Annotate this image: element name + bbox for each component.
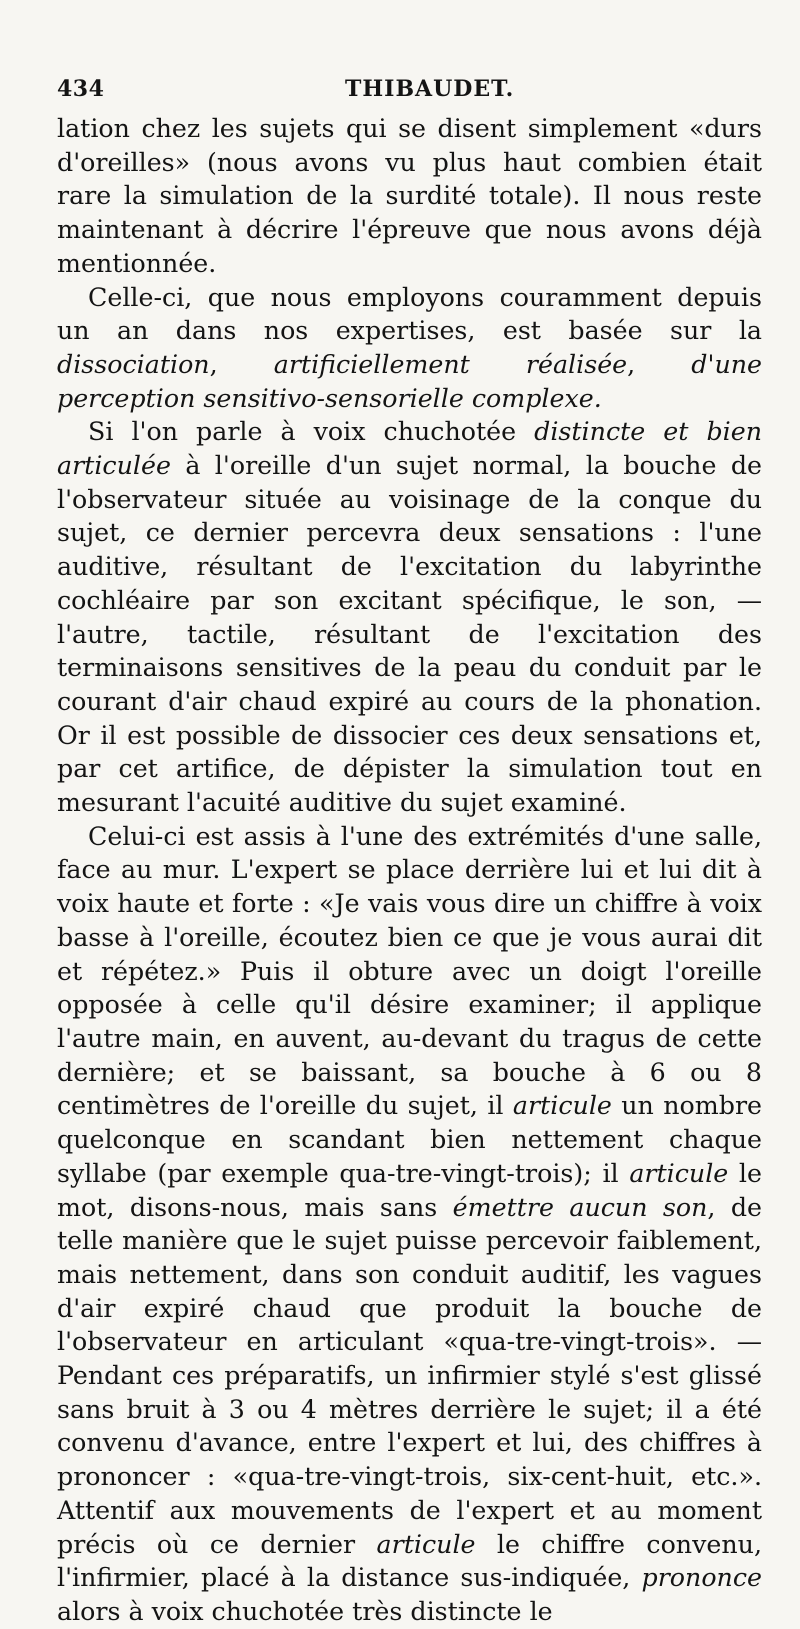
paragraph-1 xyxy=(57,112,762,281)
text-run: , de telle manière que le sujet puisse percevoir faiblement, mais nettement, dans son conduit auditif, les vagues d'air expiré chaud que produit la bouche de l'observateur en articulant «qua-tre-vingt-trois». — Pendant ces préparatifs, un infirmier stylé s'est glissé sans bruit à 3 ou 4 mètres derrière le sujet; il a été convenu d'avance, entre l'expert et lui, des chiffres à prononcer : «qua-tre-vingt-trois, six-cent-huit, etc.». Attentif aux mouvements de l'expert et au moment précis où ce dernier xyxy=(57,1192,762,1559)
text-run: lation chez les sujets qui se disent simplement «durs d'oreilles» (nous avons vu plus haut combien était rare la simulation de la surdité totale). Il nous reste maintenant à décrire l'épreuve que nous avons déjà mentionnée. xyxy=(57,114,762,278)
text-run: le chiffre convenu, l'infirmier, placé à la distance sus-indiquée, xyxy=(57,1529,762,1593)
text-run: Celle-ci, que nous employons couramment depuis un an dans nos expertises, est basée sur la xyxy=(57,282,762,346)
page-number: 434 xyxy=(57,76,105,102)
text-run: , xyxy=(627,349,692,379)
italic-text: articule xyxy=(512,1091,612,1121)
text-run: alors à voix chuchotée très distincte le xyxy=(57,1596,553,1626)
text-run: Si l'on parle à voix chuchotée xyxy=(88,417,535,447)
body-text xyxy=(57,112,762,1629)
text-run: un nombre quelconque en scandant bien nettement chaque syllabe (par exemple qua-tre-vingt-trois); il xyxy=(57,1091,763,1188)
running-head: THIBAUDET. xyxy=(345,76,515,102)
italic-text: dissociation xyxy=(57,349,210,379)
italic-text: émettre aucun son xyxy=(452,1192,708,1222)
paragraph-4 xyxy=(57,820,762,1629)
italic-text: prononce xyxy=(641,1563,762,1593)
italic-text: articule xyxy=(629,1158,729,1188)
paragraph-3 xyxy=(57,415,762,819)
text-run: le mot, disons-nous, mais sans xyxy=(57,1158,762,1222)
italic-text: distincte et bien articulée xyxy=(57,417,762,481)
text-run: Celui-ci est assis à l'une des extrémités d'une salle, face au mur. L'expert se place derrière lui et lui dit à voix haute et forte : «Je vais vous dire un chiffre à voix basse à l'oreille, écoutez bien ce que je vous aurai dit et répétez.» Puis il obture avec un doigt l'oreille opposée à celle qu'il désire examiner; il applique l'autre main, en auvent, au-devant du tragus de cette dernière; et se baissant, sa bouche à 6 ou 8 centimètres de l'oreille du sujet, il xyxy=(57,821,762,1121)
paragraph-2 xyxy=(57,281,762,416)
italic-text: artificiellement réalisée xyxy=(273,349,628,379)
text-run: , xyxy=(209,349,274,379)
text-run: à l'oreille d'un sujet normal, la bouche de l'observateur située au voisinage de la conque du sujet, ce dernier percevra deux sensations : l'une auditive, résultant de l'excitation du labyrinthe cochléaire par son excitant spécifique, le son, — l'autre, tactile, résultant de l'excitation des terminaisons sensitives de la peau du conduit par le courant d'air chaud expiré au cours de la phonation. Or il est possible de dissocier ces deux sensations et, par cet artifice, de dépister la simulation tout en mesurant l'acuité auditive du sujet examiné. xyxy=(57,451,762,818)
italic-text: d'une perception sensitivo-sensorielle complexe. xyxy=(57,349,762,413)
page-header xyxy=(57,76,760,106)
italic-text: articule xyxy=(376,1529,476,1559)
